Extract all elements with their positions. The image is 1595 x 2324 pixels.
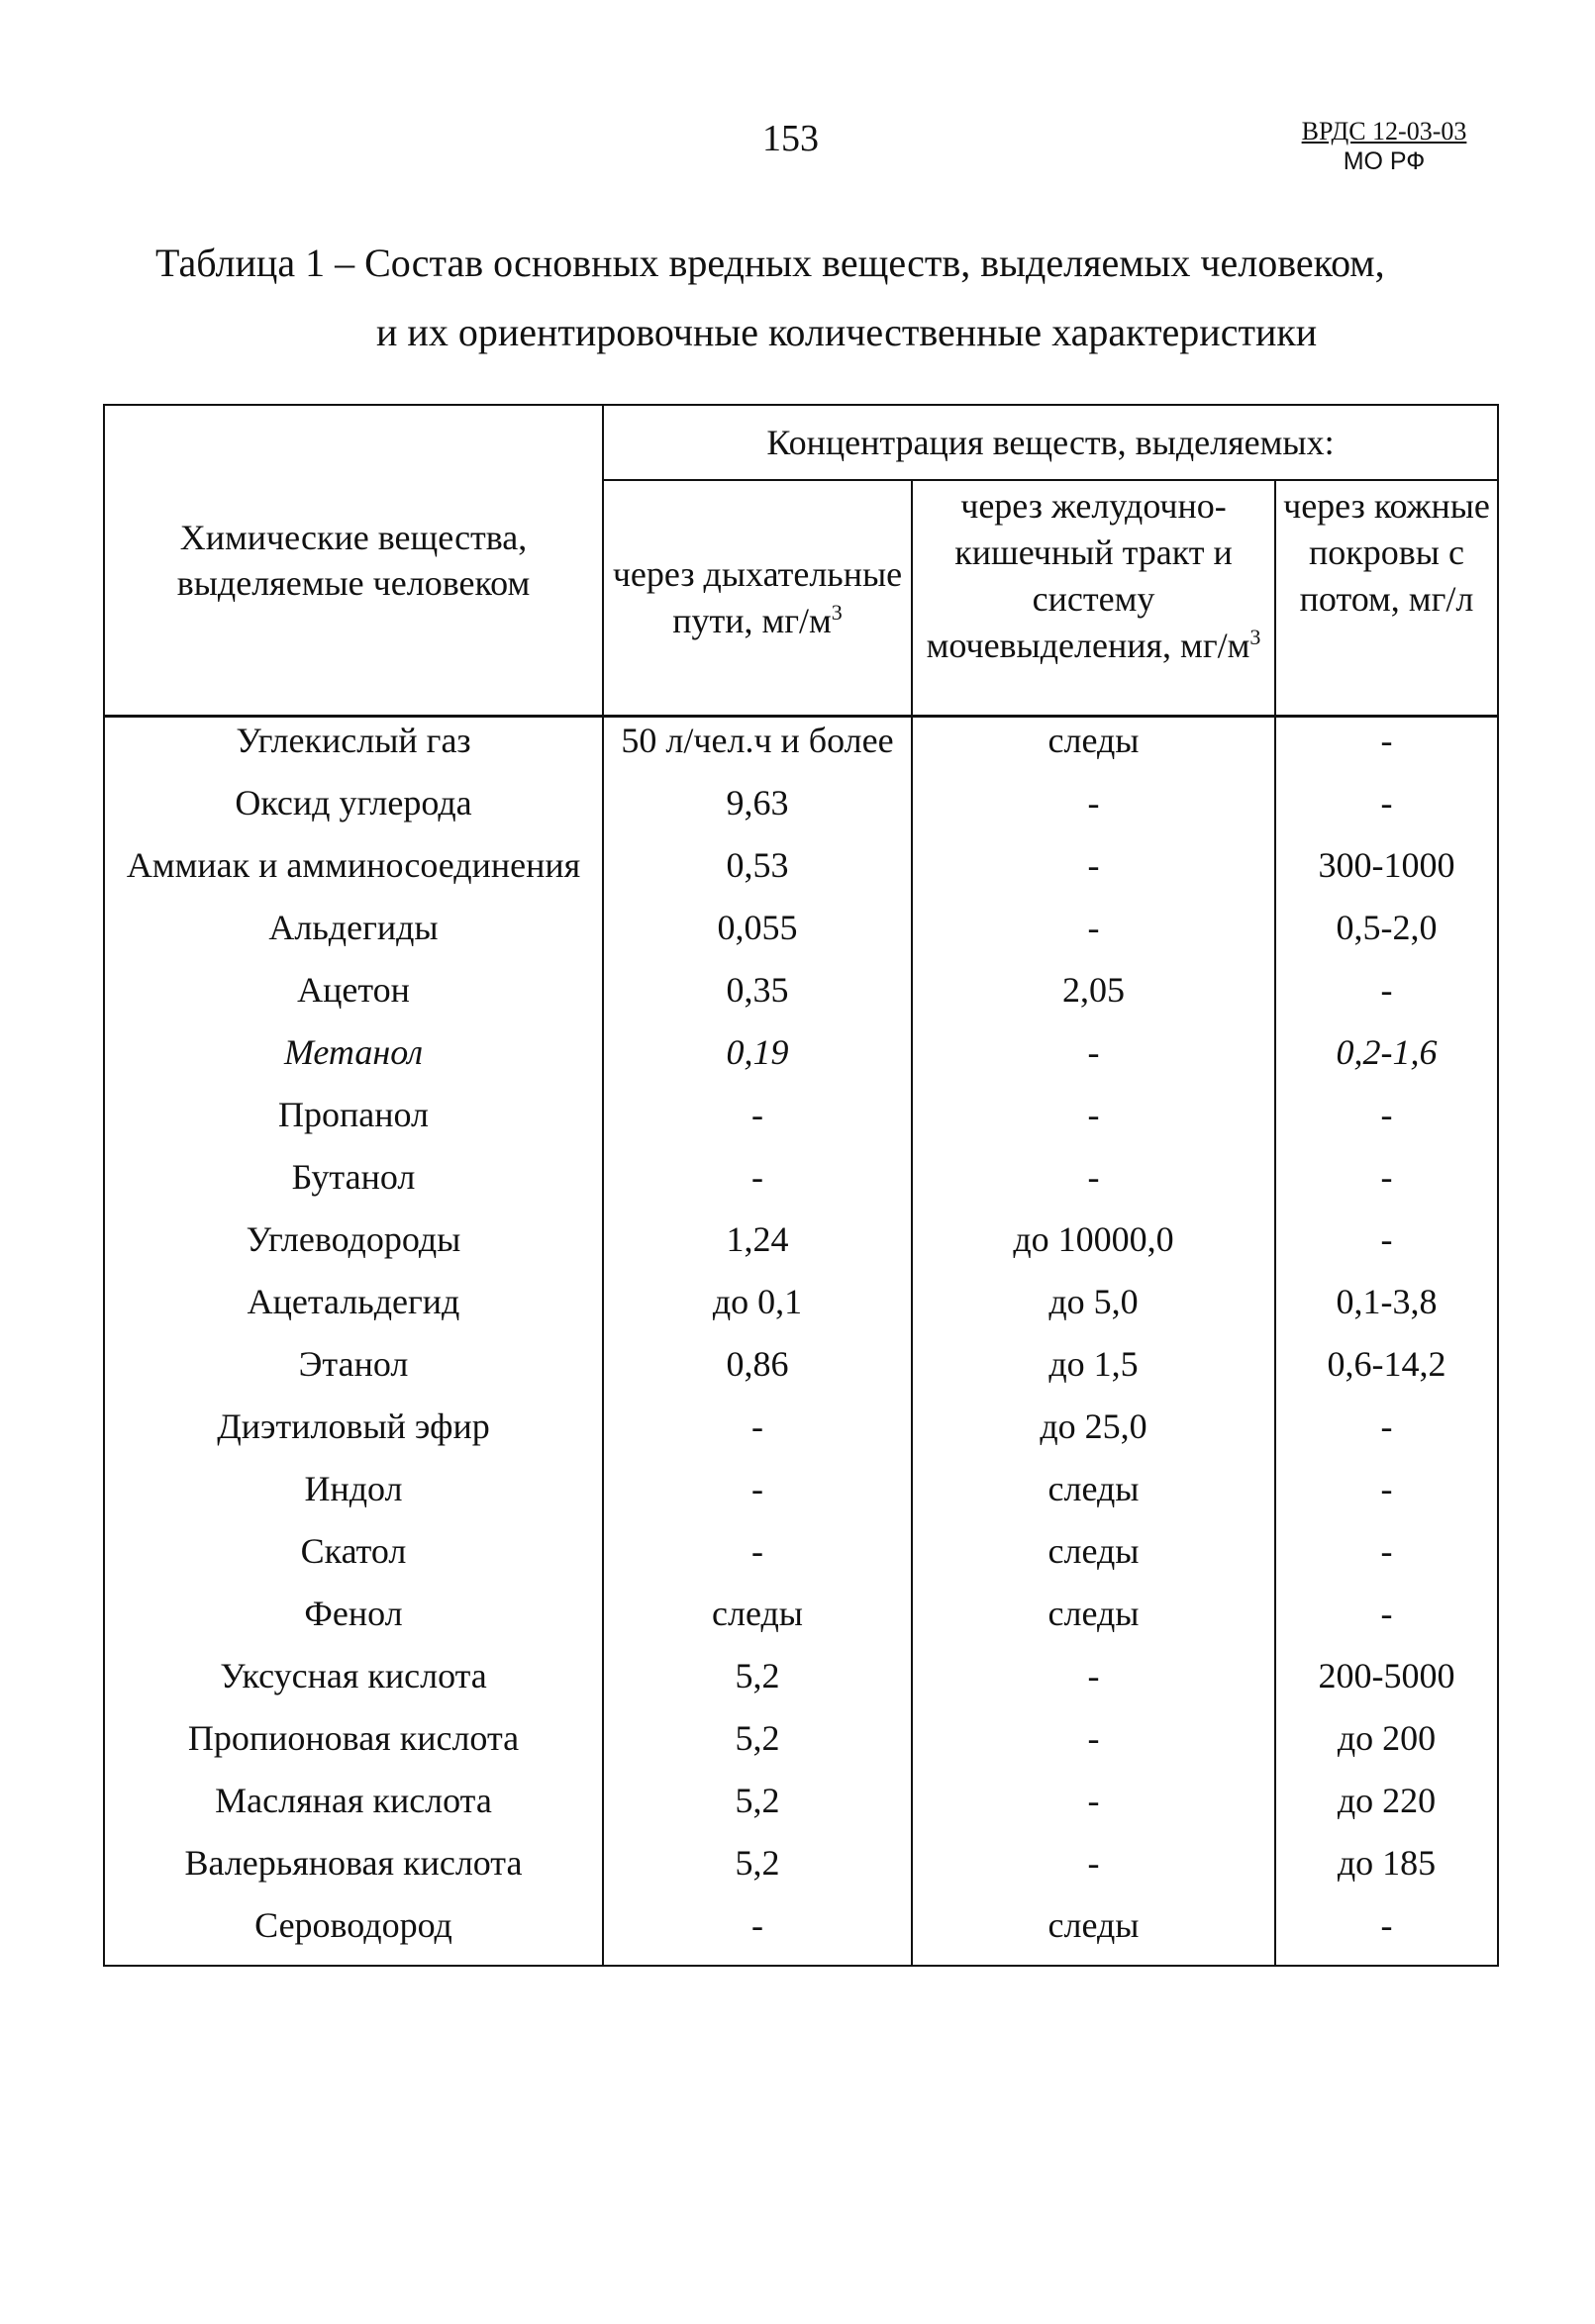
skin-cell: - [1275, 1092, 1498, 1154]
substance-cell: Бутанол [104, 1154, 603, 1216]
header-gastrointestinal: через желудочно-кишечный тракт и систему мочевыделения, $мг/м^3$ [912, 480, 1275, 717]
substance-cell: Метанол [104, 1029, 603, 1092]
substance-cell: Индол [104, 1466, 603, 1528]
respiratory-cell: 5,2 [603, 1715, 912, 1778]
header-concentration: Концентрация веществ, выделяемых: [603, 405, 1498, 480]
table-row [104, 1902, 1498, 1966]
gastrointestinal-cell: 2,05 [912, 967, 1275, 1029]
table-caption-line2: и их ориентировочные количественные характеристики [376, 310, 1318, 354]
respiratory-cell: 9,63 [603, 780, 912, 842]
table-row [104, 842, 1498, 905]
respiratory-cell: до 0,1 [603, 1279, 912, 1341]
table-row [104, 1528, 1498, 1591]
substance-cell: Этанол [104, 1341, 603, 1404]
respiratory-cell: 0,35 [603, 967, 912, 1029]
skin-cell: - [1275, 780, 1498, 842]
respiratory-cell: - [603, 1092, 912, 1154]
skin-cell: - [1275, 1216, 1498, 1279]
respiratory-cell: - [603, 1902, 912, 1966]
skin-cell: - [1275, 1902, 1498, 1966]
table-row [104, 905, 1498, 967]
substance-cell: Валерьяновая кислота [104, 1840, 603, 1902]
respiratory-cell: - [603, 1404, 912, 1466]
respiratory-cell: 0,19 [603, 1029, 912, 1092]
skin-cell: - [1275, 1591, 1498, 1653]
respiratory-cell: - [603, 1528, 912, 1591]
table-row [104, 1591, 1498, 1653]
skin-cell: 300-1000 [1275, 842, 1498, 905]
page-number: 153 [762, 118, 819, 159]
document-code-block [1285, 117, 1483, 176]
table-row [104, 967, 1498, 1029]
gastrointestinal-cell: - [912, 905, 1275, 967]
respiratory-cell: 5,2 [603, 1653, 912, 1715]
respiratory-cell: 50 л/чел.ч и более [603, 717, 912, 781]
table-row [104, 1216, 1498, 1279]
substance-cell: Пропанол [104, 1092, 603, 1154]
gastrointestinal-cell: - [912, 1154, 1275, 1216]
substance-cell: Масляная кислота [104, 1778, 603, 1840]
skin-cell: до 220 [1275, 1778, 1498, 1840]
table-row [104, 1279, 1498, 1341]
skin-cell: до 185 [1275, 1840, 1498, 1902]
table-row [104, 1778, 1498, 1840]
respiratory-cell: 0,055 [603, 905, 912, 967]
gastrointestinal-cell: до 10000,0 [912, 1216, 1275, 1279]
gastrointestinal-cell: - [912, 1029, 1275, 1092]
header-skin: через кожные покровы с потом, мг/л [1275, 480, 1498, 717]
respiratory-cell: 5,2 [603, 1778, 912, 1840]
skin-cell: - [1275, 967, 1498, 1029]
substances-table [103, 404, 1499, 1967]
gastrointestinal-cell: - [912, 842, 1275, 905]
gastrointestinal-cell: следы [912, 1528, 1275, 1591]
skin-cell: - [1275, 717, 1498, 781]
respiratory-cell: следы [603, 1591, 912, 1653]
table-row [104, 1840, 1498, 1902]
respiratory-cell: 0,86 [603, 1341, 912, 1404]
table-caption-line1: Таблица 1 – Состав основных вредных веществ, выделяемых человеком, [155, 241, 1385, 285]
substance-cell: Скатол [104, 1528, 603, 1591]
table-row [104, 1715, 1498, 1778]
respiratory-cell: - [603, 1466, 912, 1528]
substance-cell: Уксусная кислота [104, 1653, 603, 1715]
gastrointestinal-cell: - [912, 780, 1275, 842]
table-row [104, 1092, 1498, 1154]
table-body [104, 717, 1498, 1967]
gastrointestinal-cell: - [912, 1092, 1275, 1154]
table-row [104, 1029, 1498, 1092]
substance-cell: Альдегиды [104, 905, 603, 967]
substance-cell: Ацетальдегид [104, 1279, 603, 1341]
skin-cell: 0,1-3,8 [1275, 1279, 1498, 1341]
table-row [104, 717, 1498, 781]
substance-cell: Фенол [104, 1591, 603, 1653]
skin-cell: - [1275, 1404, 1498, 1466]
substance-cell: Диэтиловый эфир [104, 1404, 603, 1466]
table-row [104, 1154, 1498, 1216]
header-respiratory: через дыхательные пути, $мг/м^3$ [603, 480, 912, 717]
organization: МО РФ [1343, 147, 1426, 175]
skin-cell: 0,6-14,2 [1275, 1341, 1498, 1404]
skin-cell: - [1275, 1154, 1498, 1216]
skin-cell: - [1275, 1528, 1498, 1591]
gastrointestinal-cell: следы [912, 717, 1275, 781]
respiratory-cell: 0,53 [603, 842, 912, 905]
substance-cell: Углеводороды [104, 1216, 603, 1279]
gastrointestinal-cell: - [912, 1778, 1275, 1840]
table-row [104, 780, 1498, 842]
table-row [104, 1341, 1498, 1404]
skin-cell: 200-5000 [1275, 1653, 1498, 1715]
substance-cell: Оксид углерода [104, 780, 603, 842]
gastrointestinal-cell: следы [912, 1466, 1275, 1528]
gastrointestinal-cell: до 5,0 [912, 1279, 1275, 1341]
table-row [104, 1653, 1498, 1715]
respiratory-cell: 1,24 [603, 1216, 912, 1279]
skin-cell: 0,5-2,0 [1275, 905, 1498, 967]
substance-cell: Углекислый газ [104, 717, 603, 781]
gastrointestinal-cell: следы [912, 1591, 1275, 1653]
gastrointestinal-cell: - [912, 1653, 1275, 1715]
header-substance: Химические вещества, выделяемые человеком [104, 405, 603, 717]
respiratory-cell: 5,2 [603, 1840, 912, 1902]
gastrointestinal-cell: следы [912, 1902, 1275, 1966]
substance-cell: Пропионовая кислота [104, 1715, 603, 1778]
skin-cell: до 200 [1275, 1715, 1498, 1778]
substance-cell: Ацетон [104, 967, 603, 1029]
skin-cell: 0,2-1,6 [1275, 1029, 1498, 1092]
respiratory-cell: - [603, 1154, 912, 1216]
table-row [104, 1466, 1498, 1528]
document-code: ВРДС 12-03-03 [1301, 117, 1467, 145]
gastrointestinal-cell: - [912, 1715, 1275, 1778]
gastrointestinal-cell: до 1,5 [912, 1341, 1275, 1404]
skin-cell: - [1275, 1466, 1498, 1528]
substance-cell: Сероводород [104, 1902, 603, 1966]
gastrointestinal-cell: - [912, 1840, 1275, 1902]
substance-cell: Аммиак и амминосоединения [104, 842, 603, 905]
table-row [104, 1404, 1498, 1466]
gastrointestinal-cell: до 25,0 [912, 1404, 1275, 1466]
